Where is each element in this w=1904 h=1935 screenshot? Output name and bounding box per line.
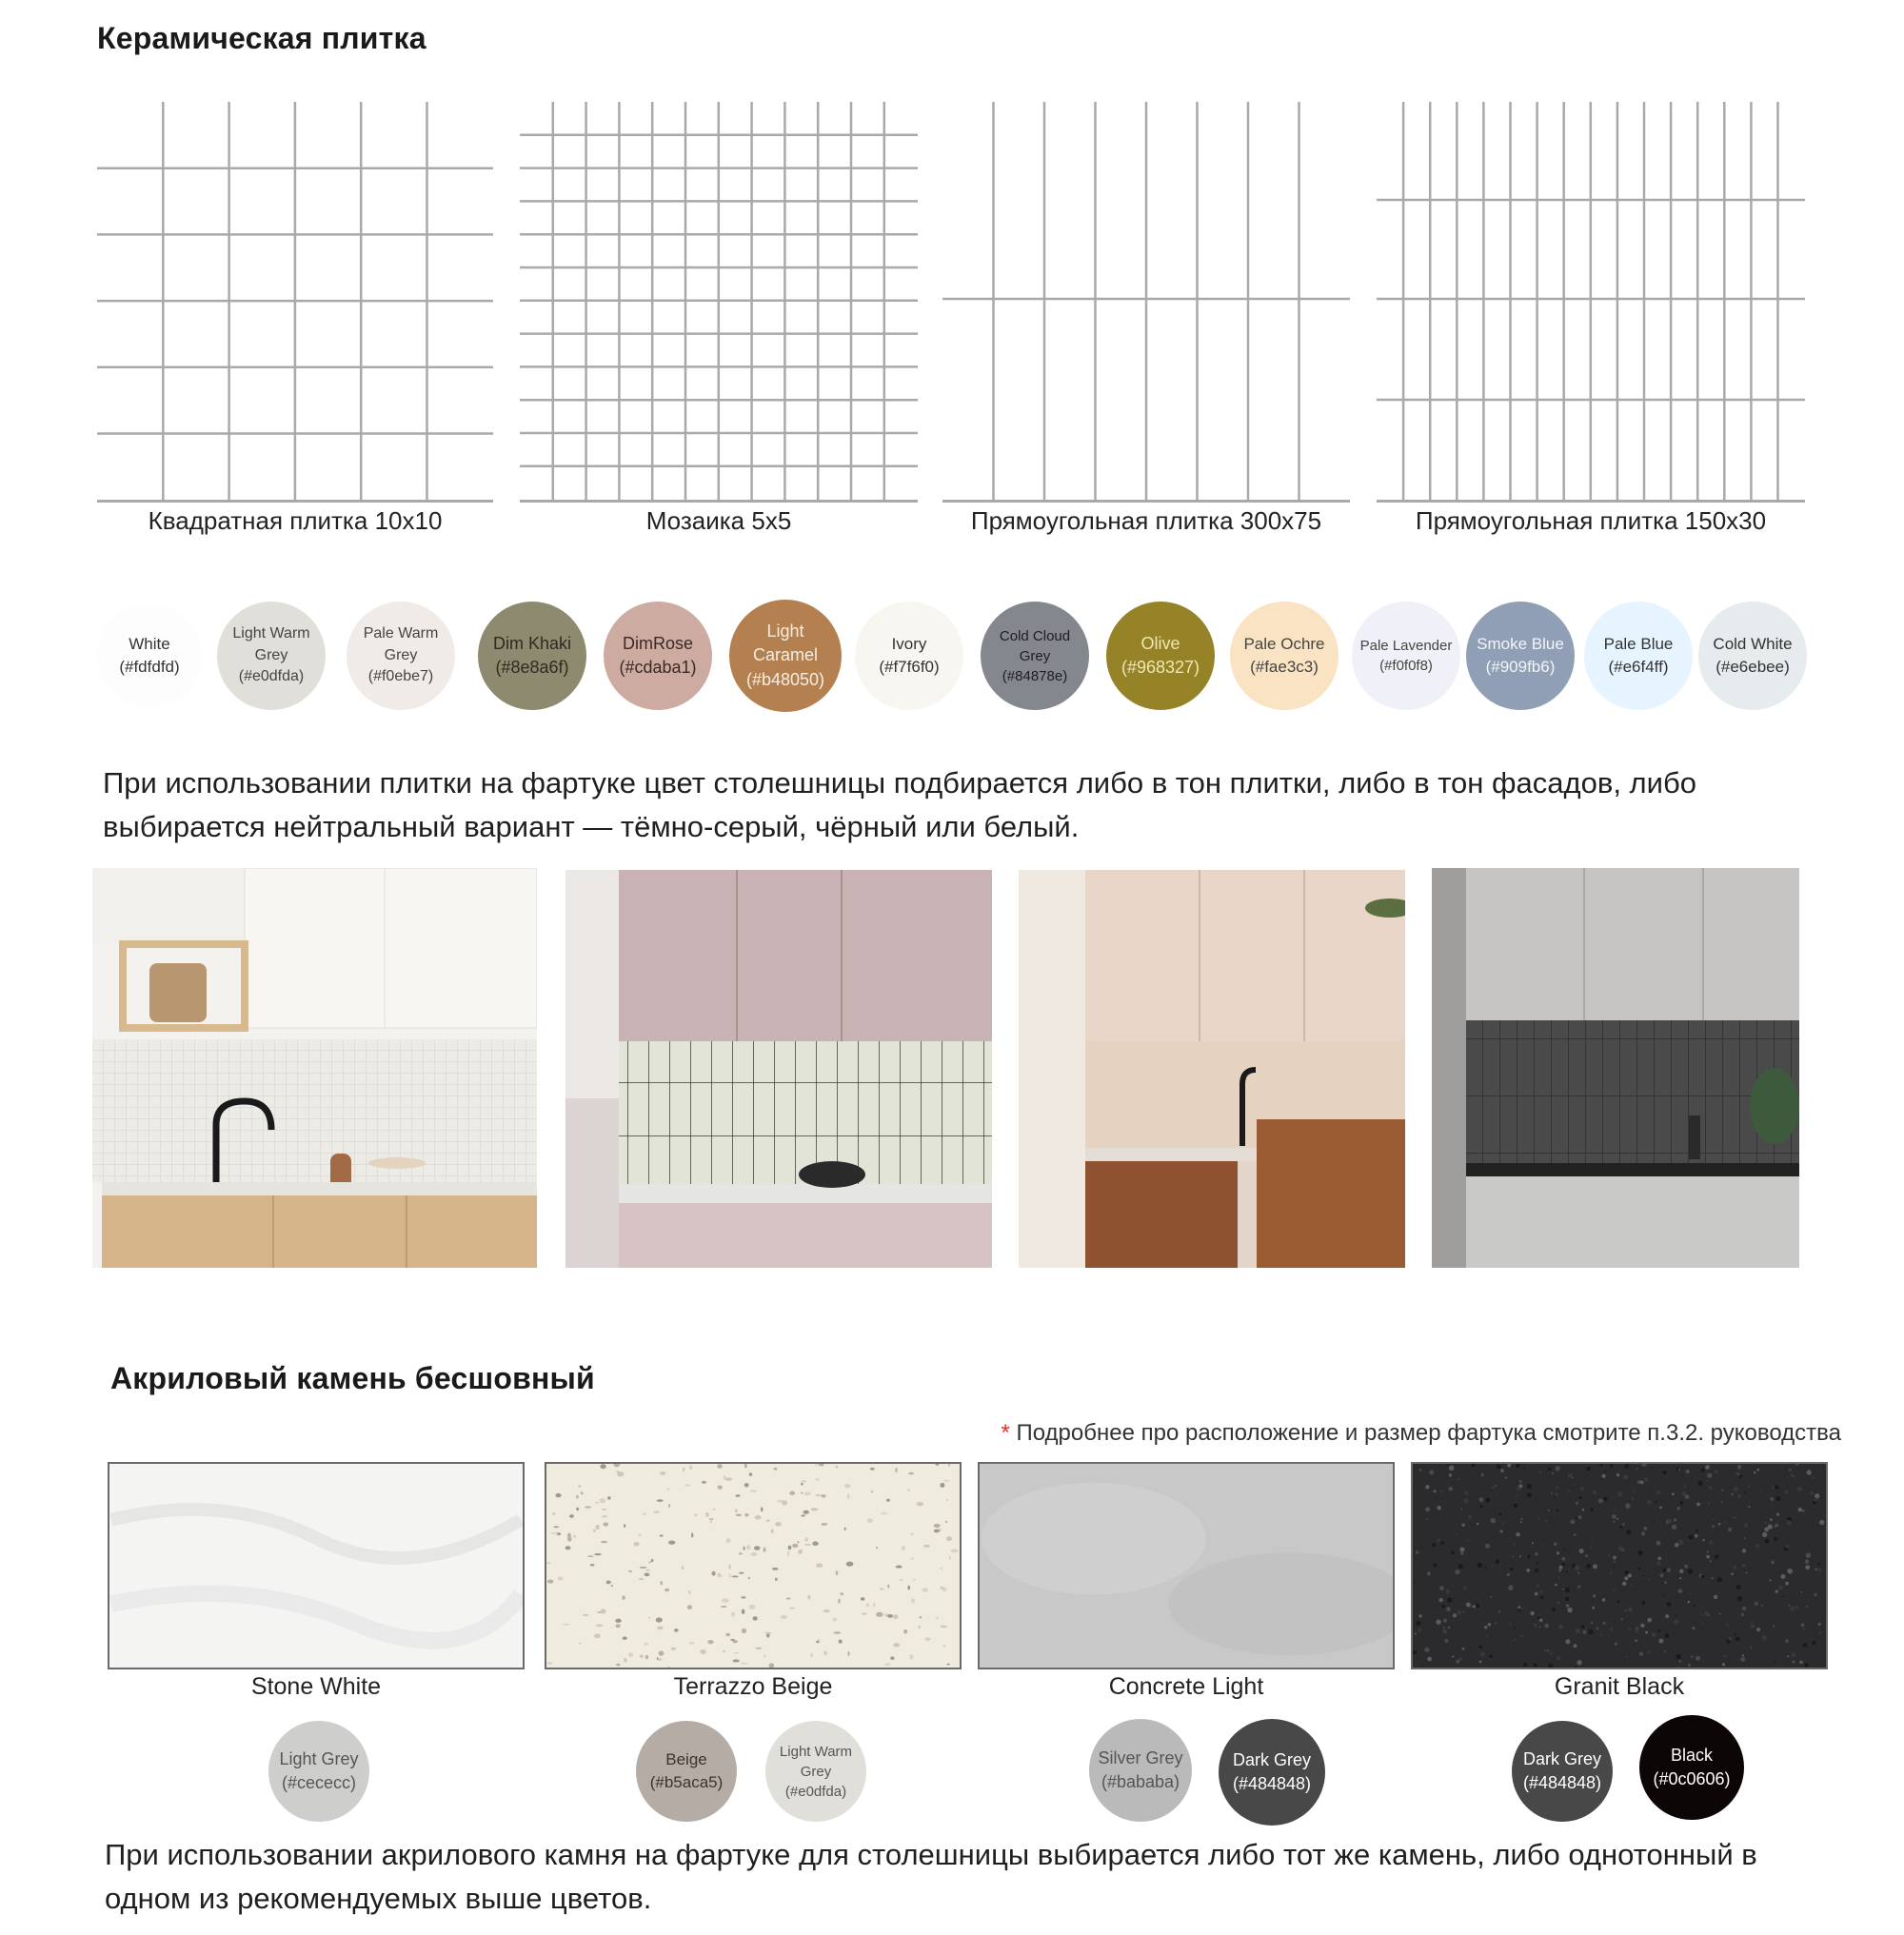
concrete-light-sample bbox=[978, 1462, 1395, 1669]
swatch-name: Cold White bbox=[1713, 635, 1793, 654]
swatch bbox=[1106, 602, 1215, 710]
acrylic-paragraph: При использовании акрилового камня на фартуке для столешницы выбирается либо тот же камень, либо однотонный в одном из рекомендуемых выше цветов. bbox=[105, 1838, 1757, 1915]
swatch-name: Light Grey bbox=[279, 1748, 359, 1768]
stone-label: Stone White bbox=[250, 1673, 382, 1700]
swatch bbox=[1639, 1715, 1744, 1820]
tile-label: Прямоугольная плитка 150x30 bbox=[1415, 506, 1767, 535]
swatch-name: Pale Warm Grey bbox=[363, 625, 439, 663]
swatch-name: DimRose bbox=[622, 633, 693, 653]
swatch-name: Silver Grey bbox=[1098, 1747, 1183, 1767]
swatch bbox=[1230, 602, 1339, 710]
swatch-hex: (#968327) bbox=[1121, 658, 1200, 677]
swatch-hex: (#f0ebe7) bbox=[367, 668, 434, 685]
terrazzo-beige-sample bbox=[545, 1462, 962, 1669]
swatch-name: Beige bbox=[665, 1750, 707, 1769]
kitchen-grey-dark-photo bbox=[1432, 868, 1799, 1268]
swatch-name: Olive bbox=[1140, 633, 1180, 653]
swatch bbox=[97, 603, 202, 708]
swatch-name: Pale Ochre bbox=[1243, 635, 1325, 654]
note-text: Подробнее про расположение и размер фартука смотрите п.3.2. руководства bbox=[1016, 1420, 1841, 1446]
swatch-hex: (#f7f6f0) bbox=[879, 658, 940, 676]
swatch-hex: (#84878e) bbox=[1002, 667, 1068, 684]
ceramic-paragraph: При использовании плитки на фартуке цвет столешницы подбирается либо в тон плитки, либо в тон фасадов, либо выбирается нейтральный вариант — тёмно-серый, чёрный или белый. bbox=[103, 766, 1696, 843]
mosaic-5x5-icon bbox=[520, 102, 918, 503]
swatch-name: Ivory bbox=[891, 635, 927, 654]
guide-note bbox=[1001, 1420, 1841, 1447]
swatch bbox=[1089, 1719, 1192, 1822]
swatch bbox=[1584, 602, 1693, 710]
swatch-hex: (#b48050) bbox=[745, 669, 825, 689]
granit-black-sample bbox=[1411, 1462, 1828, 1669]
swatch-hex: (#fdfdfd) bbox=[119, 658, 180, 676]
swatch-hex: (#0c0606) bbox=[1653, 1769, 1731, 1788]
acrylic-title: Акриловый камень бесшовный bbox=[110, 1361, 595, 1395]
note-star: * bbox=[1001, 1420, 1010, 1446]
swatch-hex: (#cececc) bbox=[281, 1773, 356, 1792]
swatch-name: White bbox=[129, 635, 170, 654]
swatch bbox=[765, 1721, 866, 1822]
swatch bbox=[636, 1721, 737, 1822]
kitchen-beige-wood-photo bbox=[1019, 870, 1405, 1268]
ceramic-title: Керамическая плитка bbox=[97, 21, 426, 55]
swatch-name: Dim Khaki bbox=[492, 633, 572, 653]
swatch bbox=[729, 600, 842, 712]
swatch-name: Light Warm Grey bbox=[232, 625, 310, 663]
swatch bbox=[855, 602, 963, 710]
tile-label: Мозаика 5x5 bbox=[645, 506, 792, 535]
swatch bbox=[1352, 602, 1460, 710]
swatch-name: Pale Blue bbox=[1603, 635, 1674, 654]
kitchen-white-mosaic-photo bbox=[92, 868, 537, 1268]
swatch bbox=[217, 602, 326, 710]
swatch-hex: (#bababa) bbox=[1101, 1772, 1180, 1791]
swatch-hex: (#484848) bbox=[1232, 1774, 1312, 1793]
swatch bbox=[1512, 1721, 1613, 1822]
square-10x10-icon bbox=[97, 102, 493, 503]
swatch bbox=[478, 602, 586, 710]
swatch-hex: (#f0f0f8) bbox=[1379, 658, 1433, 674]
swatch-name: Dark Grey bbox=[1232, 1749, 1311, 1769]
stone-label: Terrazzo Beige bbox=[673, 1673, 833, 1700]
stone-label: Concrete Light bbox=[1108, 1673, 1264, 1700]
swatch-name: Black bbox=[1670, 1745, 1713, 1765]
kitchen-rose-tile-photo bbox=[565, 870, 992, 1268]
swatch-name: Pale Lavender bbox=[1359, 638, 1453, 654]
swatch bbox=[347, 602, 455, 710]
swatch bbox=[268, 1721, 369, 1822]
swatch-hex: (#fae3c3) bbox=[1250, 658, 1319, 676]
swatch-hex: (#b5aca5) bbox=[649, 1773, 724, 1791]
tile-label: Квадратная плитка 10x10 bbox=[148, 506, 443, 535]
stone-label: Granit Black bbox=[1554, 1673, 1685, 1700]
swatch-hex: (#8e8a6f) bbox=[495, 658, 569, 677]
swatch bbox=[604, 602, 712, 710]
swatch-name: Light Caramel bbox=[752, 622, 819, 665]
swatch bbox=[1219, 1719, 1325, 1826]
rect-300x75-icon bbox=[942, 102, 1350, 503]
swatch-hex: (#484848) bbox=[1522, 1773, 1602, 1792]
swatch-hex: (#e6f4ff) bbox=[1608, 658, 1669, 676]
swatch bbox=[1698, 602, 1807, 710]
rect-150x30-icon bbox=[1377, 102, 1805, 503]
swatch-name: Dark Grey bbox=[1522, 1748, 1601, 1768]
swatch-hex: (#cdaba1) bbox=[619, 658, 697, 677]
swatch-hex: (#e0dfda) bbox=[784, 1783, 847, 1800]
swatch-name: Cold Cloud Grey bbox=[999, 627, 1071, 664]
swatch bbox=[1466, 602, 1575, 710]
swatch bbox=[981, 602, 1089, 710]
stone-white-sample bbox=[108, 1462, 525, 1669]
swatch-hex: (#e0dfda) bbox=[238, 668, 305, 685]
tile-label: Прямоугольная плитка 300x75 bbox=[970, 506, 1322, 535]
swatch-name: Smoke Blue bbox=[1477, 635, 1564, 654]
swatch-hex: (#909fb6) bbox=[1485, 658, 1556, 676]
swatch-hex: (#e6ebee) bbox=[1716, 658, 1790, 676]
swatch-name: Light Warm Grey bbox=[779, 1743, 853, 1780]
